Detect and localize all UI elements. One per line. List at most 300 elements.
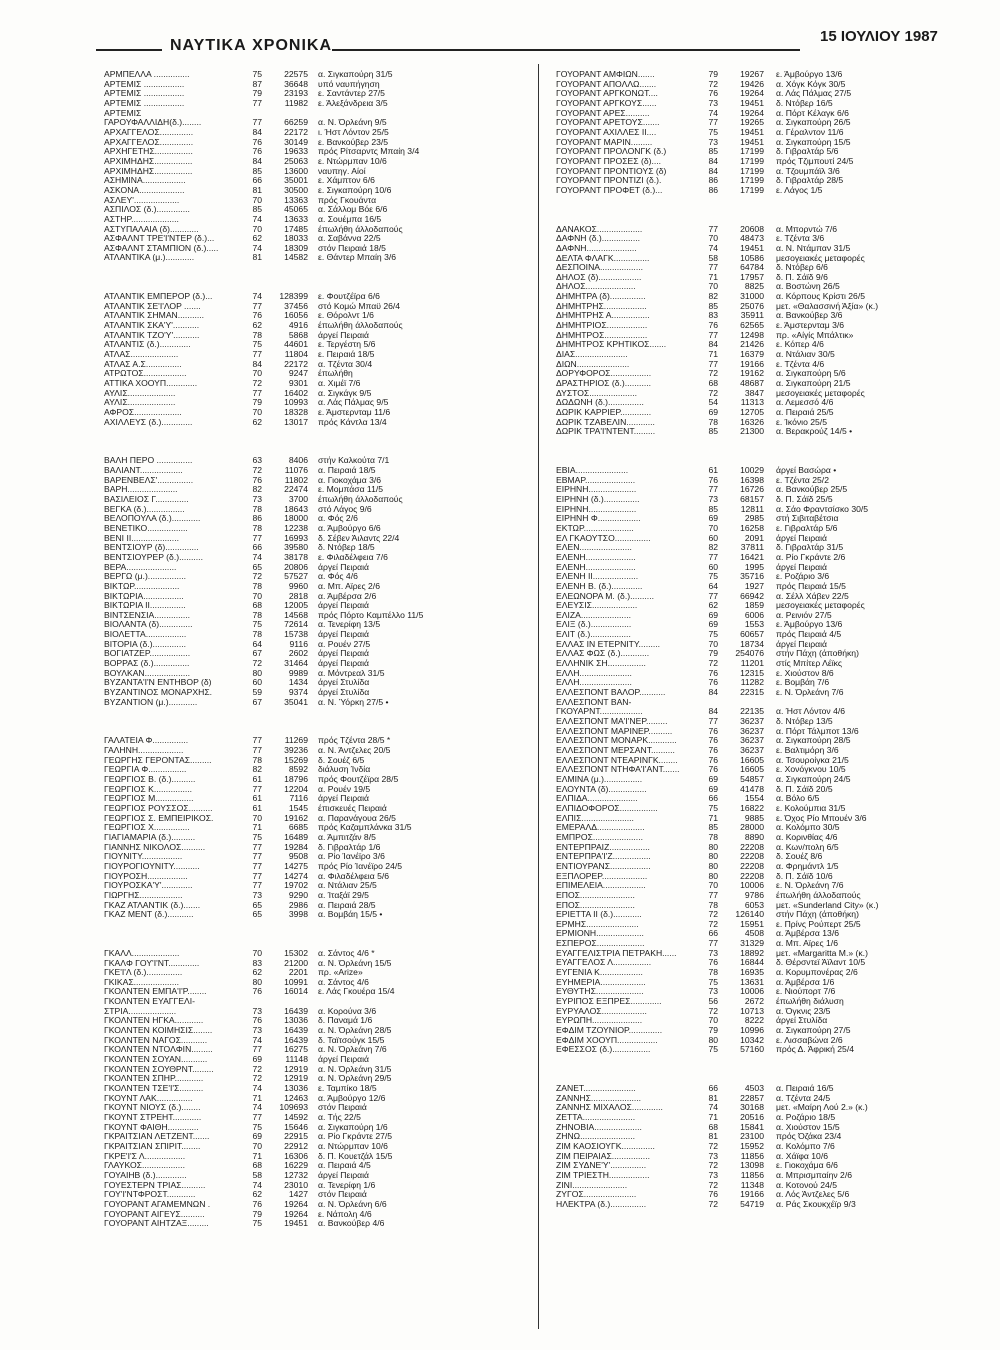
ship-name: ΕΥΑΓΓΕΛΟΣ Λ................ xyxy=(556,958,652,968)
tonnage: 57527 xyxy=(284,571,308,582)
ship-row xyxy=(104,331,528,341)
position-note: α. Κορυμπονέρας 2/6 xyxy=(776,968,858,978)
tonnage: 15841 xyxy=(740,1121,764,1132)
tonnage: 60657 xyxy=(740,629,764,640)
ship-row xyxy=(104,389,528,399)
build-year: 71 xyxy=(708,349,718,360)
build-year: 71 xyxy=(708,1111,718,1122)
ship-name: ΓΕΩΡΓΙΟΣ Κ................ xyxy=(104,784,193,794)
ship-name: ΑΡΤΕΜΙΣ ................. xyxy=(104,79,185,89)
ship-name: ΕΚΤΩΡ..................... xyxy=(556,523,634,533)
ship-name: ΕΛΕΩΝΟΡΑ Μ. (δ.).......... xyxy=(556,591,654,601)
ship-row xyxy=(104,881,528,891)
build-year: 72 xyxy=(708,918,718,929)
ship-row xyxy=(104,476,528,486)
build-year: 68 xyxy=(252,1160,262,1171)
position-note: ε. Θόρολντ 1/6 xyxy=(318,311,374,321)
ship-row xyxy=(104,592,528,602)
ship-row xyxy=(104,852,528,862)
ship-row xyxy=(556,109,976,119)
ship-name: ΒΑΣΙΛΕΙΟΣ Γ.............. xyxy=(104,494,189,504)
ship-row xyxy=(104,253,528,263)
position-note: μετ. «Θαλασσινή Άξία» (κ.) xyxy=(776,301,879,311)
position-note: ε. Κολούμπια 31/5 xyxy=(776,803,846,813)
build-year: 74 xyxy=(708,1102,718,1113)
ship-row xyxy=(556,466,976,476)
ship-name: ΒΑΛΙΑΝΤ.................. xyxy=(104,465,183,475)
tonnage: 36237 xyxy=(740,716,764,727)
tonnage: 9301 xyxy=(288,378,308,389)
position-note: α. Τζουμπάϊλ 3/6 xyxy=(776,166,840,176)
ship-name: ΓΚΟΛΝΤΕΝ ΗΓΚΑ............ xyxy=(104,1016,204,1026)
tonnage: 19267 xyxy=(740,69,764,79)
ship-row xyxy=(556,495,976,505)
ship-name: ΕΛΕΥΣΙΣ................... xyxy=(556,601,638,611)
ship-row xyxy=(104,659,528,669)
ship-name: ΔΗΜΗΤΡΟΣ.................. xyxy=(556,330,648,340)
position-note: α. Σιγκαπούρη 28/5 xyxy=(776,736,851,746)
ship-name: ΒΕΝΙ ΙΙ.................... xyxy=(104,533,179,543)
build-year: 61 xyxy=(708,464,718,475)
position-note: α. Σιγκαπούρη 24/5 xyxy=(776,774,851,784)
tonnage: 16726 xyxy=(740,484,764,495)
ship-row xyxy=(556,340,976,350)
ship-name: ΓΑΛΗΝΗ................... xyxy=(104,746,184,756)
build-year: 67 xyxy=(252,696,262,707)
ship-name: ΕΞΠΛΟΡΕΡ................... xyxy=(556,871,648,881)
ship-row xyxy=(556,630,976,640)
tonnage: 13363 xyxy=(284,194,308,205)
build-year: 78 xyxy=(252,503,262,514)
build-year: 72 xyxy=(708,368,718,379)
ship-row xyxy=(104,1084,528,1094)
ship-row xyxy=(104,1094,528,1104)
build-year: 77 xyxy=(252,870,262,881)
position-note: δ. Ντόβερ 16/5 xyxy=(776,98,833,108)
tonnage: 2602 xyxy=(288,648,308,659)
ship-name: ΑΡΜΠΕΛΛΑ ............... xyxy=(104,70,190,79)
ship-row xyxy=(556,514,976,524)
build-year: 77 xyxy=(708,329,718,340)
position-note: δ. Σουέζ 6/5 xyxy=(318,755,365,765)
ship-row xyxy=(556,987,976,997)
ship-name: ΒΕΡΓΩ (μ.)................ xyxy=(104,572,187,582)
position-note: α. Ρουέν 19/5 xyxy=(318,784,371,794)
ship-row xyxy=(556,350,976,360)
position-note: α. Ν. Όρλεάνη 15/5 xyxy=(318,958,392,968)
ship-row xyxy=(556,398,976,408)
ship-name: ΕΛΛΕΣΠΟΝΤ ΝΤΗΦΑ'Ι'ΑΝΤ....... xyxy=(556,765,680,775)
tonnage: 22208 xyxy=(740,870,764,881)
position-note: α. Λεμεσσό 4/6 xyxy=(776,398,834,408)
ship-name: ΓΟΥΑΙΗΒ (δ.)............. xyxy=(104,1170,187,1180)
build-year: 84 xyxy=(252,126,262,137)
ship-name: ΔΑΦΝΗ..................... xyxy=(556,243,637,253)
ship-row xyxy=(556,1152,976,1162)
build-year: 80 xyxy=(708,841,718,852)
position-note: α. Πειραιά 18/5 xyxy=(318,465,376,475)
ship-row xyxy=(556,1113,976,1123)
position-note: έπωλήθη άλλοδαπούς xyxy=(318,494,403,504)
ship-row xyxy=(556,1094,976,1104)
ship-row xyxy=(556,321,976,331)
position-note: α. Σιγκάγκ 9/5 xyxy=(318,388,372,398)
build-year: 75 xyxy=(252,69,262,79)
position-note: α. Μόντρεαλ 31/5 xyxy=(318,668,385,678)
ship-name: ΓΛΑΥΚΟΣ.................. xyxy=(104,1161,185,1171)
ship-row xyxy=(104,167,528,177)
ship-name: ΓΚΟΛΝΤΕΝ ΣΟΥΘΡΝΤ......... xyxy=(104,1064,214,1074)
build-year: 77 xyxy=(708,262,718,273)
ship-row xyxy=(556,379,976,389)
position-note: δ. Γιβραλτάρ 1/6 xyxy=(318,842,381,852)
ship-row xyxy=(104,1132,528,1142)
ship-name: ΓΚΟΥΝΤ ΦΑΙΘΗ............. xyxy=(104,1122,199,1132)
build-year: 77 xyxy=(708,590,718,601)
ship-row xyxy=(556,601,976,611)
ship-row xyxy=(556,582,976,592)
ship-row xyxy=(556,408,976,418)
ship-row xyxy=(556,785,976,795)
position-note: α. Ντώρμπαν 10/6 xyxy=(318,1141,388,1151)
position-note: στίς Μπίτερ Λέϊκς xyxy=(776,659,842,669)
ship-row xyxy=(556,649,976,659)
position-note: α. Λάς Πάλμας 27/5 xyxy=(776,89,852,99)
build-year: 68 xyxy=(708,1121,718,1132)
ship-name: ΑΣΦΑΛΝΤ ΣΤΑΜΠΙΟΝ (δ.)..... xyxy=(104,243,219,253)
ship-name: ΕΝΤΙΟΥΡΑΝΣ................. xyxy=(556,861,651,871)
position-note: πρός Τζέντα 28/5 * xyxy=(318,736,391,746)
ship-row xyxy=(556,814,976,824)
position-note: α. Πειραιά 25/5 xyxy=(776,408,834,417)
build-year: 76 xyxy=(708,320,718,331)
ship-row xyxy=(556,756,976,766)
build-year: 85 xyxy=(252,204,262,215)
ship-row xyxy=(556,736,976,746)
tonnage: 20516 xyxy=(740,1111,764,1122)
tonnage: 16439 xyxy=(284,1005,308,1016)
ship-row xyxy=(104,234,528,244)
build-year: 87 xyxy=(252,78,262,89)
ship-name: ΑΣΦΑΛΝΤ ΤΡΕ'Ι'ΝΤΕΡ (δ.)... xyxy=(104,234,215,244)
ship-name: ΓΟΥΟΡΑΝΤ ΑΙΓΕΥΣ.......... xyxy=(104,1209,205,1219)
ship-row xyxy=(104,157,528,167)
tonnage: 13036 xyxy=(284,1015,308,1026)
build-year: 76 xyxy=(252,146,262,157)
position-note: α. Τσουροίγκα 21/5 xyxy=(776,755,849,765)
position-note: α. Χιούστον 15/5 xyxy=(776,1122,840,1132)
ship-name: ΕΠΙΜΕΛΕΙΑ.................. xyxy=(556,881,646,891)
position-note: ε. Μομπάσα 11/5 xyxy=(318,485,384,495)
ship-group xyxy=(556,466,976,1055)
ship-name: ΓΚΑΖ ΑΤΛΑΝΤΙΚ (δ.)....... xyxy=(104,900,201,910)
build-year: 72 xyxy=(708,909,718,920)
ship-name: ΔΩΡΙΚ ΚΑΡΡΙΕΡ............. xyxy=(556,408,652,417)
tonnage: 5868 xyxy=(288,329,308,340)
ship-row xyxy=(556,157,976,167)
build-year: 70 xyxy=(252,407,262,417)
position-note: ε. Άμβούργο 13/6 xyxy=(776,620,843,630)
build-year: 77 xyxy=(252,880,262,891)
build-year: 78 xyxy=(708,899,718,910)
position-note: α. Σιγκαπούρη 21/5 xyxy=(776,379,851,389)
position-note: α. Φός 2/6 xyxy=(318,514,358,524)
ship-row xyxy=(556,524,976,534)
ship-name: ΓΟΥΕΣΤΕΡΝ ΤΡΙΑΣ.......... xyxy=(104,1180,206,1190)
ship-name: ΔΗΜΗΤΡΗΣ Α................ xyxy=(556,311,650,321)
build-year: 75 xyxy=(708,571,718,582)
ship-row xyxy=(104,418,528,428)
build-year: 77 xyxy=(252,745,262,756)
build-year: 77 xyxy=(252,783,262,794)
ship-name: ΕΛΛΕΣΠΟΝΤ ΒΑΝ- xyxy=(556,697,632,707)
position-note: α. Άμπιτζάν 8/5 xyxy=(318,832,376,842)
ship-row xyxy=(104,611,528,621)
tonnage: 11802 xyxy=(284,474,308,485)
tonnage: 19265 xyxy=(740,117,764,128)
position-note: δ. Π. Σάϊδ 20/5 xyxy=(776,784,833,794)
build-year: 76 xyxy=(252,136,262,147)
build-year: 69 xyxy=(708,619,718,630)
position-note: α. Λάς Πάλμας 9/5 xyxy=(318,398,389,408)
position-note: έπωλήθη άλλοδαπούς xyxy=(318,321,403,331)
tonnage: 2818 xyxy=(288,590,308,601)
ship-name: ΓΟΥΟΡΑΝΤ ΑΜΦΙΩΝ....... xyxy=(556,70,655,79)
position-note: ι. Ήστ Λόντον 25/5 xyxy=(318,127,389,137)
position-note: α. Βόλο 6/5 xyxy=(776,794,820,804)
tonnage: 6006 xyxy=(744,609,764,620)
build-year: 77 xyxy=(252,735,262,746)
build-year: 75 xyxy=(708,1044,718,1055)
ship-row xyxy=(104,369,528,379)
tonnage: 17199 xyxy=(740,184,764,195)
ship-row xyxy=(556,1190,976,1200)
tonnage: 22172 xyxy=(284,358,308,369)
build-year: 69 xyxy=(708,407,718,417)
build-year: 60 xyxy=(708,561,718,572)
ship-row xyxy=(556,929,976,939)
ship-name: ΕΛΙΖΑ..................... xyxy=(556,610,631,620)
ship-name: ΑΡΧΑΓΓΕΛΟΣ.............. xyxy=(104,127,194,137)
ship-name: ΓΙΑΓΙΑΜΑΡΙΑ (δ.).......... xyxy=(104,832,196,842)
build-year: 68 xyxy=(252,600,262,611)
tonnage: 31464 xyxy=(284,658,308,669)
tonnage: 18734 xyxy=(740,638,764,649)
tonnage: 19264 xyxy=(284,1208,308,1219)
ship-name: ΕΛΕΝΗ..................... xyxy=(556,552,636,562)
build-year: 73 xyxy=(252,493,262,504)
position-note: α. Μπ. Αϊρες 2/6 xyxy=(318,581,380,591)
ship-name: ΑΤΛΑΝΤΙΣ (δ.)............. xyxy=(104,340,191,350)
ship-name: ΓΟΥΟΡΑΝΤ ΑΡΓΚΟΝΩΤ.... xyxy=(556,89,658,99)
ship-name: ΕΝΤΕΡΠΡΑΙΖ................. xyxy=(556,842,650,852)
ship-row xyxy=(104,1026,528,1036)
position-note: μετ. «Margaritta M.» (κ.) xyxy=(776,948,868,958)
position-note: πρ. «Αίγίς Μπάλτικ» xyxy=(776,330,854,340)
position-note: α. Σαβάννα 22/5 xyxy=(318,234,381,244)
build-year: 80 xyxy=(708,851,718,862)
ship-row xyxy=(104,794,528,804)
ship-name: ΔΗΛΟΣ..................... xyxy=(556,282,636,292)
tonnage: 48687 xyxy=(740,378,764,389)
ship-name: ΑΦΡΟΣ.................... xyxy=(104,408,182,417)
build-year: 58 xyxy=(708,252,718,263)
ship-name: ΕΛΛΕΣΠΟΝΤ ΝΤΕΑΡΙΝΓΚ........ xyxy=(556,755,678,765)
position-note: δ. Γιβραλτάρ 28/5 xyxy=(776,176,844,186)
tonnage: 14274 xyxy=(284,870,308,881)
position-note: δ. Ντόβερ 18/5 xyxy=(318,543,375,553)
tonnage: 16056 xyxy=(284,310,308,321)
publication-title: ΝΑΥΤΙΚΑ ΧΡΟΝΙΚΑ xyxy=(170,37,332,54)
position-note: ε. Ταμπίκο 18/5 xyxy=(318,1084,377,1094)
build-year: 78 xyxy=(252,629,262,640)
tonnage: 10006 xyxy=(740,880,764,891)
tonnage: 9508 xyxy=(288,851,308,862)
ship-row xyxy=(104,186,528,196)
build-year: 54 xyxy=(708,397,718,408)
build-year: 77 xyxy=(252,387,262,398)
ship-row xyxy=(104,99,528,109)
build-year: 74 xyxy=(252,1102,262,1113)
build-year: 75 xyxy=(252,1218,262,1229)
tonnage: 8592 xyxy=(288,764,308,775)
position-note: άργεί Πειραιά xyxy=(776,562,827,572)
ship-name: ΒΥΖΑΝΤΙΟΝ (μ.)............ xyxy=(104,697,198,707)
tonnage: 12919 xyxy=(284,1073,308,1084)
tonnage: 18309 xyxy=(284,242,308,253)
position-note: πρός Ρίο Ίανέϊρο 24/5 xyxy=(318,861,403,871)
ship-name: ΒΕΛΟΠΟΥΛΑ (δ.)............ xyxy=(104,514,201,524)
ship-name: ΕΛΛΗΝΙΚ ΣΗ................ xyxy=(556,659,646,669)
ship-row xyxy=(104,775,528,785)
position-note: ε. Βομβάη 7/6 xyxy=(776,678,830,688)
ship-row xyxy=(556,1084,976,1094)
ship-name: ΑΥΛΙΣ.................... xyxy=(104,398,176,408)
tonnage: 15951 xyxy=(740,918,764,929)
tonnage: 35041 xyxy=(284,696,308,707)
ship-name: ΕΡΙΕΤΤΑ ΙΙ (δ.)............ xyxy=(556,910,642,920)
tonnage: 6685 xyxy=(288,822,308,833)
build-year: 69 xyxy=(708,513,718,524)
position-note: α. Σέλλ Χάβεν 22/5 xyxy=(776,591,849,601)
build-year: 77 xyxy=(708,358,718,369)
ship-row xyxy=(104,350,528,360)
ship-name: ΓΟΥ'Ι'ΝΤΦΡΟΣΤ............ xyxy=(104,1190,196,1200)
build-year: 76 xyxy=(708,764,718,775)
ship-row xyxy=(104,1171,528,1181)
tonnage: 17485 xyxy=(284,223,308,234)
ship-name: ΒΑΡΕΝΒΕΛΣ'............... xyxy=(104,475,194,485)
position-note: α. Ντάλιαν 25/5 xyxy=(318,881,377,891)
position-note: πρός Κάντλα 13/4 xyxy=(318,417,387,427)
ship-name: ΓΕΩΡΓΗΣ ΓΕΡΟΝΤΑΣ......... xyxy=(104,755,212,765)
build-year: 71 xyxy=(252,1092,262,1103)
position-note: α. Ροζάριο 18/5 xyxy=(776,1112,836,1122)
ship-row xyxy=(104,756,528,766)
position-note: ε. Ν. Όρλεάνη 7/6 xyxy=(776,688,844,698)
build-year: 85 xyxy=(708,300,718,311)
ship-row xyxy=(556,543,976,553)
ship-name: ΑΣΠΙΛΟΣ (δ.).............. xyxy=(104,205,190,215)
tonnage: 11804 xyxy=(284,349,308,360)
tonnage: 8825 xyxy=(744,281,764,292)
position-note: α. Πειραιά 28/5 xyxy=(318,900,376,910)
ship-name: ΒΥΖΑΝΤΙΝΟΣ ΜΟΝΑΡΧΗΣ. xyxy=(104,688,213,698)
ship-row xyxy=(556,688,976,698)
tonnage: 9247 xyxy=(288,368,308,379)
position-note: α. Σιγκαπούρη 5/6 xyxy=(776,369,846,379)
tonnage: 62565 xyxy=(740,320,764,331)
ship-name: ΕΛΛΗ...................... xyxy=(556,678,632,688)
position-note: μεσογειακές μεταφορές xyxy=(776,601,865,611)
ship-group xyxy=(556,1084,976,1210)
build-year: 64 xyxy=(708,580,718,591)
ship-row xyxy=(556,505,976,515)
ship-row xyxy=(104,688,528,698)
ship-row xyxy=(104,321,528,331)
ship-name: ΑΣΤΗΡ.................... xyxy=(104,214,179,224)
ship-name: ΒΙΝΤΣΕΝΣΙΑ............... xyxy=(104,610,191,620)
ship-name: ΔΡΑΣΤΗΡΙΟΣ (δ.)........... xyxy=(556,379,651,389)
ship-row xyxy=(104,176,528,186)
ship-name: ΑΤΡΩΤΟΣ.................. xyxy=(104,369,187,379)
build-year: 64 xyxy=(252,638,262,649)
position-note: άργεί Πειραιά xyxy=(318,601,369,611)
ship-name: ΖΙΜ ΚΑΟΣΙΟΥΓΚ.............. xyxy=(556,1141,655,1151)
ship-name: ΕΛΙΞ (δ.)................. xyxy=(556,620,632,630)
ship-row xyxy=(104,862,528,872)
position-note: πρός Πόρτο Καμπέλλο 11/5 xyxy=(318,610,424,620)
build-year: 82 xyxy=(252,764,262,775)
ship-row xyxy=(104,205,528,215)
build-year: 86 xyxy=(708,184,718,195)
ship-group xyxy=(104,456,528,707)
position-note: έπωλήθη άλλοδαπούς xyxy=(776,890,861,900)
ship-row xyxy=(104,620,528,630)
tonnage: 10586 xyxy=(740,252,764,263)
page-header xyxy=(0,0,1000,62)
ship-row xyxy=(104,669,528,679)
build-year: 76 xyxy=(252,474,262,485)
position-note: α. Ν. Όρλεάνη 28/5 xyxy=(318,1026,392,1036)
ship-row xyxy=(556,563,976,573)
ship-row xyxy=(104,1065,528,1075)
position-note: α. Μπρισμπαίην 2/6 xyxy=(776,1170,852,1180)
build-year: 77 xyxy=(708,716,718,727)
ship-name: ΕΙΡΗΝΗ.................... xyxy=(556,504,637,514)
tonnage: 4503 xyxy=(744,1083,764,1093)
ship-row xyxy=(556,1016,976,1026)
build-year: 81 xyxy=(708,1092,718,1103)
ship-name: ΓΟΥΟΡΑΝΤ ΠΡΟΝΤΙΟΥΣ (δ) xyxy=(556,166,667,176)
ship-row xyxy=(556,1026,976,1036)
ship-row xyxy=(556,138,976,148)
tonnage: 16605 xyxy=(740,754,764,765)
tonnage: 28000 xyxy=(740,822,764,833)
position-note: α. Σουέμπα 16/5 xyxy=(318,214,382,224)
position-note: ε. Τζέντα 3/6 xyxy=(776,234,825,244)
tonnage: 11148 xyxy=(285,1054,308,1065)
position-note: δ. Ταϊτσούγκ 15/5 xyxy=(318,1035,385,1045)
ship-row xyxy=(104,891,528,901)
build-year: 73 xyxy=(708,1150,718,1161)
position-note: άργεί Πειραιά xyxy=(318,649,369,659)
ship-row xyxy=(556,872,976,882)
ship-row xyxy=(104,495,528,505)
build-year: 71 xyxy=(252,822,262,833)
ship-name: ΔΑΦΝΗ (δ.)................ xyxy=(556,234,640,244)
build-year: 76 xyxy=(708,667,718,678)
